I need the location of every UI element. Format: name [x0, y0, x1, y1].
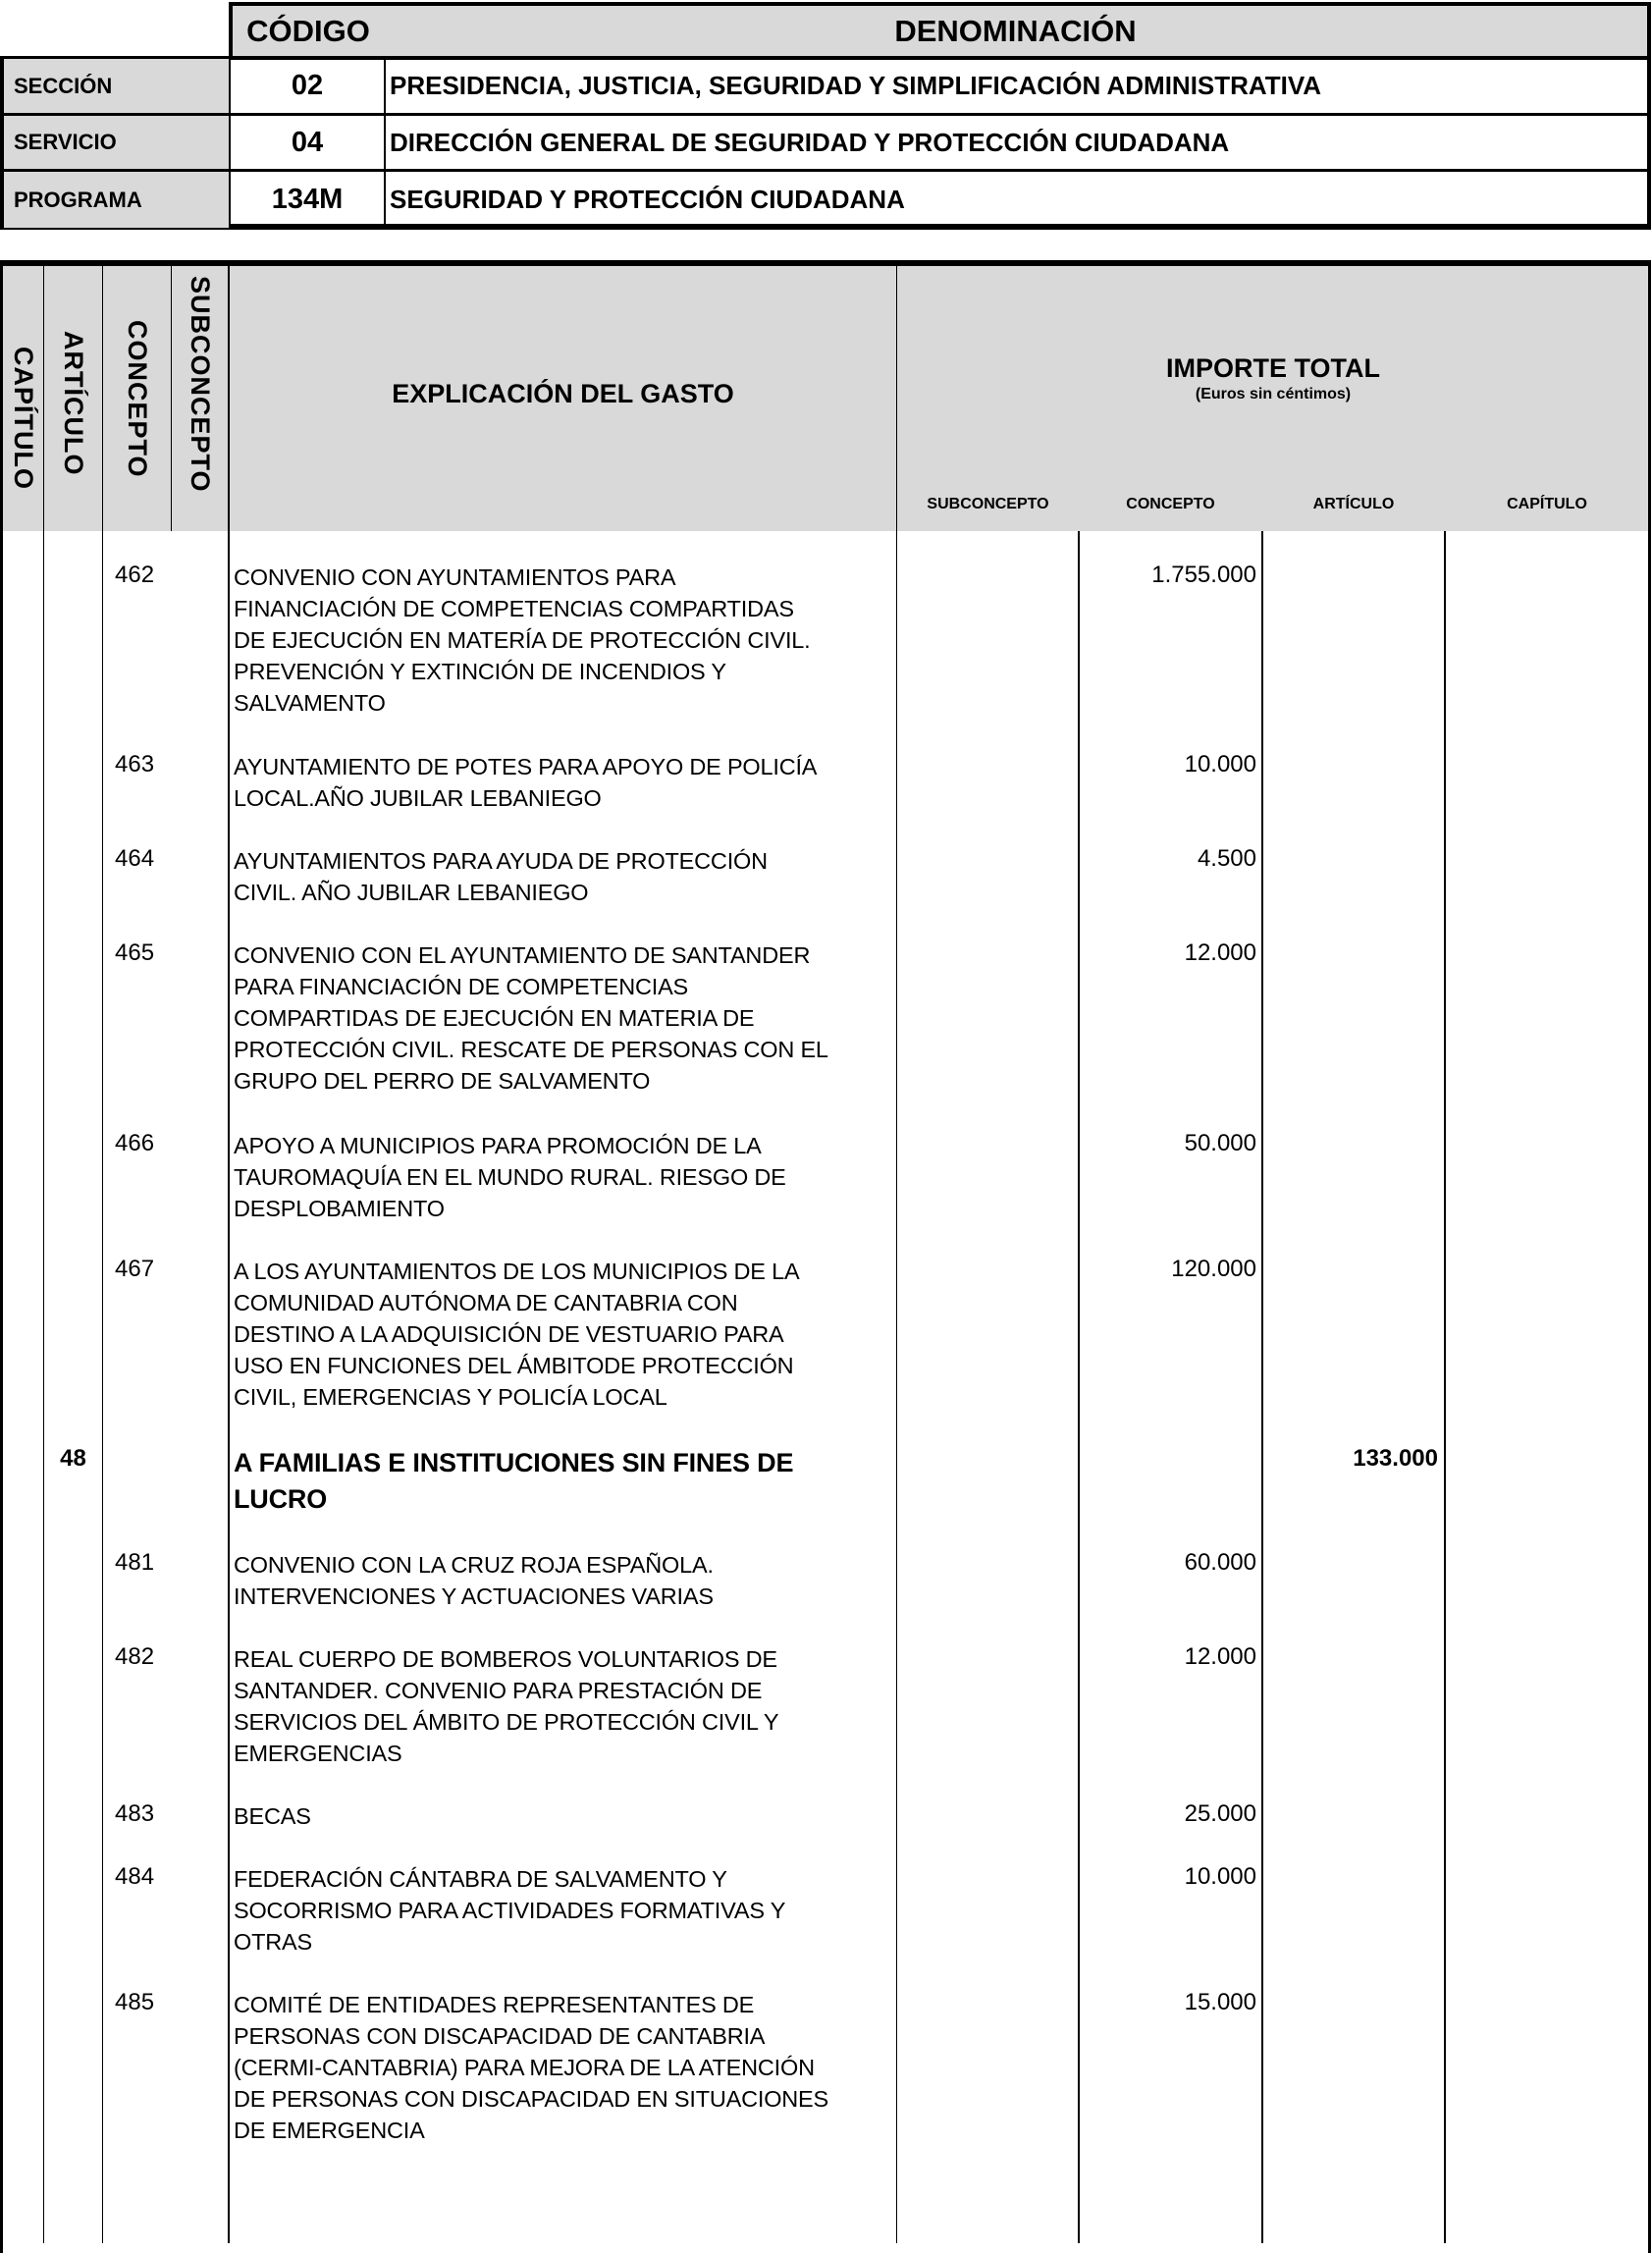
- row-importe-concepto: 15.000: [1184, 1989, 1256, 2015]
- header-row-name: DIRECCIÓN GENERAL DE SEGURIDAD Y PROTECCIÓN CIUDADANA: [390, 127, 1230, 157]
- codigo-label: CÓDIGO: [246, 13, 370, 48]
- denominacion-header: [384, 2, 1651, 59]
- row-concepto: 482: [115, 1643, 155, 1670]
- col-explicacion-label: EXPLICACIÓN DEL GASTO: [392, 378, 734, 408]
- header-row-code-cell: [229, 172, 386, 228]
- row-description: BECAS: [234, 1803, 311, 1829]
- row-description: CONVENIO CON AYUNTAMIENTOS PARA FINANCIACIÓN DE COMPETENCIAS COMPARTIDAS DE EJECUCIÓN EN MATERÍA DE PROTECCIÓN CIVIL. PREVENCIÓN Y EXTINCIÓN DE INCENDIOS Y SALVAMENTO: [234, 564, 811, 716]
- col-divider: [1261, 531, 1263, 2243]
- denominacion-label: DENOMINACIÓN: [894, 13, 1137, 48]
- row-description: APOYO A MUNICIPIOS PARA PROMOCIÓN DE LA TAUROMAQUÍA EN EL MUNDO RURAL. RIESGO DE DESPLOBAMIENTO: [234, 1133, 786, 1221]
- col-divider: [1444, 531, 1446, 2243]
- row-importe-concepto: 12.000: [1184, 1643, 1256, 1670]
- row-importe-concepto: 10.000: [1184, 751, 1256, 778]
- table-row: [0, 1643, 1652, 1766]
- header-row-code: 02: [291, 70, 324, 101]
- row-description: CONVENIO CON LA CRUZ ROJA ESPAÑOLA. INTERVENCIONES Y ACTUACIONES VARIAS: [234, 1552, 714, 1609]
- row-importe-concepto: 25.000: [1184, 1800, 1256, 1827]
- header-row-label: PROGRAMA: [14, 187, 142, 212]
- header-row-code-cell: [229, 59, 386, 116]
- col-divider: [102, 266, 103, 2243]
- codigo-header: [229, 2, 386, 59]
- row-concepto: 485: [115, 1989, 155, 2015]
- table-row: [0, 939, 1652, 1094]
- col-articulo: [44, 266, 102, 531]
- header-row-label-cell: [4, 59, 229, 116]
- table-row: [0, 1549, 1652, 1609]
- header-row-label-cell: [4, 116, 229, 172]
- row-importe-concepto: 10.000: [1184, 1863, 1256, 1890]
- table-row: [0, 1445, 1652, 1514]
- sub-subconcepto: SUBCONCEPTO: [927, 496, 1049, 512]
- row-concepto: 463: [115, 751, 155, 778]
- col-concepto: [103, 266, 171, 531]
- sub-articulo: ARTÍCULO: [1312, 496, 1395, 512]
- row-description: A FAMILIAS E INSTITUCIONES SIN FINES DE LUCRO: [234, 1448, 794, 1514]
- table-row: [0, 845, 1652, 905]
- header-row-code: 04: [291, 126, 324, 158]
- header-row-label-cell: [4, 172, 229, 228]
- row-description: A LOS AYUNTAMIENTOS DE LOS MUNICIPIOS DE LA COMUNIDAD AUTÓNOMA DE CANTABRIA CON DESTINO A LA ADQUISICIÓN DE VESTUARIO PARA USO EN FUNCIONES DEL ÁMBITODE PROTECCIÓN CIVIL, EMERGENCIAS Y POLICÍA LOCAL: [234, 1259, 800, 1410]
- col-articulo-label: ARTÍCULO: [59, 331, 88, 476]
- table-row: [0, 1130, 1652, 1221]
- row-concepto: 466: [115, 1130, 155, 1156]
- col-subconcepto-label: SUBCONCEPTO: [186, 275, 215, 493]
- importe-subtitle: (Euros sin céntimos): [1195, 386, 1352, 402]
- row-concepto: 484: [115, 1863, 155, 1890]
- table-row: [0, 751, 1652, 811]
- row-importe-concepto: 120.000: [1171, 1256, 1256, 1282]
- row-importe-concepto: 4.500: [1197, 845, 1256, 872]
- row-concepto: 467: [115, 1256, 155, 1282]
- row-concepto: 483: [115, 1800, 155, 1827]
- row-articulo: 48: [60, 1445, 86, 1472]
- row-importe-concepto: 12.000: [1184, 939, 1256, 966]
- row-description: AYUNTAMIENTOS PARA AYUDA DE PROTECCIÓN CIVIL. AÑO JUBILAR LEBANIEGO: [234, 848, 768, 905]
- sub-concepto: CONCEPTO: [1126, 496, 1215, 512]
- col-explicacion: [230, 266, 896, 531]
- header-row-code: 134M: [271, 184, 344, 215]
- table-row: [0, 562, 1652, 716]
- table-row: [0, 1989, 1652, 2143]
- header-row-name-cell: [386, 172, 1647, 228]
- table-row: [0, 1863, 1652, 1955]
- row-description: CONVENIO CON EL AYUNTAMIENTO DE SANTANDER PARA FINANCIACIÓN DE COMPETENCIAS COMPARTIDAS DE EJECUCIÓN EN MATERIA DE PROTECCIÓN CIVIL. RESCATE DE PERSONAS CON EL GRUPO DEL PERRO DE SALVAMENTO: [234, 942, 828, 1094]
- row-description: COMITÉ DE ENTIDADES REPRESENTANTES DE PERSONAS CON DISCAPACIDAD DE CANTABRIA (CERMI-CANTABRIA) PARA MEJORA DE LA ATENCIÓN DE PERSONAS CON DISCAPACIDAD EN SITUACIONES DE EMERGENCIA: [234, 1992, 828, 2143]
- row-importe-concepto: 60.000: [1184, 1549, 1256, 1576]
- col-capitulo-label: CAPÍTULO: [9, 347, 38, 490]
- col-capitulo: [3, 266, 43, 531]
- row-description: AYUNTAMIENTO DE POTES PARA APOYO DE POLICÍA LOCAL.AÑO JUBILAR LEBANIEGO: [234, 754, 818, 811]
- row-concepto: 464: [115, 845, 155, 872]
- importe-total-header: [897, 353, 1649, 403]
- col-concepto-label: CONCEPTO: [123, 319, 152, 478]
- header-row-name: SEGURIDAD Y PROTECCIÓN CIUDADANA: [390, 185, 905, 214]
- header-row-label: SERVICIO: [14, 130, 117, 154]
- row-description: FEDERACIÓN CÁNTABRA DE SALVAMENTO Y SOCORRISMO PARA ACTIVIDADES FORMATIVAS Y OTRAS: [234, 1866, 786, 1955]
- importe-title: IMPORTE TOTAL: [1166, 353, 1380, 383]
- row-concepto: 465: [115, 939, 155, 966]
- row-importe-concepto: 1.755.000: [1151, 562, 1256, 588]
- header-row-label: SECCIÓN: [14, 73, 113, 98]
- row-importe-concepto: 50.000: [1184, 1130, 1256, 1156]
- header-row-name-cell: [386, 59, 1647, 116]
- table-row: [0, 1256, 1652, 1410]
- col-divider: [1078, 531, 1080, 2243]
- header-row-name: PRESIDENCIA, JUSTICIA, SEGURIDAD Y SIMPLIFICACIÓN ADMINISTRATIVA: [390, 71, 1322, 100]
- sub-capitulo: CAPÍTULO: [1507, 496, 1587, 512]
- row-description: REAL CUERPO DE BOMBEROS VOLUNTARIOS DE SANTANDER. CONVENIO PARA PRESTACIÓN DE SERVICIOS DEL ÁMBITO DE PROTECCIÓN CIVIL Y EMERGENCIAS: [234, 1646, 779, 1766]
- row-concepto: 462: [115, 562, 155, 588]
- col-subconcepto: [172, 266, 228, 531]
- header-row-code-cell: [229, 116, 386, 172]
- row-concepto: 481: [115, 1549, 155, 1576]
- header-row-name-cell: [386, 116, 1647, 172]
- table-row: [0, 1800, 1652, 1829]
- col-divider: [228, 266, 230, 2243]
- col-divider: [43, 266, 44, 2243]
- row-importe-articulo: 133.000: [1353, 1445, 1438, 1472]
